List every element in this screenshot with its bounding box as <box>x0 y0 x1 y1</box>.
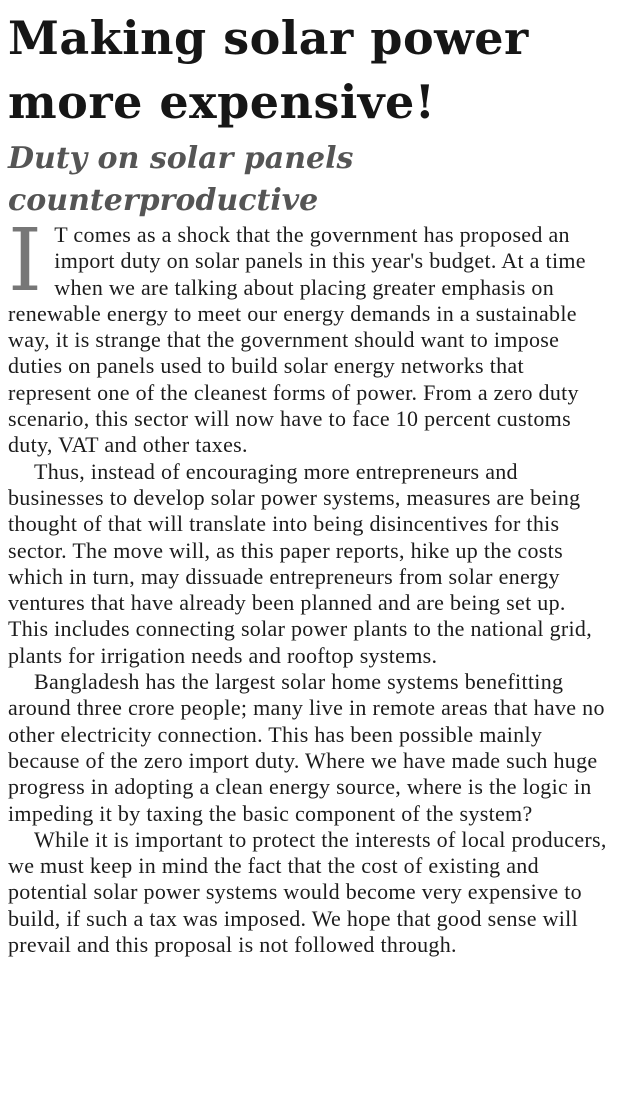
headline-line-2: more expensive! <box>8 75 436 129</box>
article-body <box>8 211 608 958</box>
headline-line-1: Making solar power <box>8 11 529 65</box>
subheadline-line-2: counterproductive <box>8 183 319 218</box>
subheadline <box>8 138 608 222</box>
paragraph-3: Bangladesh has the largest solar home systems benefitting around three crore people; many live in remote areas that have no other electricity connection. This has been possible mainly because of the zero import duty. Where we have made such huge progress in adopting a clean energy source, where is the logic in impeding it by taxing the basic component of the system? <box>8 669 605 826</box>
paragraph-2: Thus, instead of encouraging more entrepreneurs and businesses to develop solar power systems, measures are being thought of that will translate into being disincentives for this sector. The move will, as this paper reports, hike up the costs which in turn, may dissuade entrepreneurs from solar energy ventures that have already been planned and are being set up. This includes connecting solar power plants to the national grid, plants for irrigation needs and rooftop systems. <box>8 458 593 668</box>
drop-cap: I <box>8 211 43 311</box>
paragraph-1 <box>8 211 608 459</box>
subheadline-line-1: Duty on solar panels <box>8 141 354 176</box>
paragraph-4: While it is important to protect the interests of local producers, we must keep in mind the fact that the cost of existing and potential solar power systems would become very expensive to build, if such a tax was imposed. We hope that good sense will prevail and this proposal is not followed through. <box>8 826 607 958</box>
editorial-article <box>8 6 608 958</box>
paragraph-1-text: T comes as a shock that the government has proposed an import duty on solar panels in this year's budget. At a time when we are talking about placing greater emphasis on renewable energy to meet our energy demands in a sustainable way, it is strange that the government should want to impose duties on panels used to build solar energy networks that represent one of the cleanest forms of power. From a zero duty scenario, this sector will now have to face 10 percent customs duty, VAT and other taxes. <box>8 222 586 458</box>
headline <box>8 6 608 134</box>
